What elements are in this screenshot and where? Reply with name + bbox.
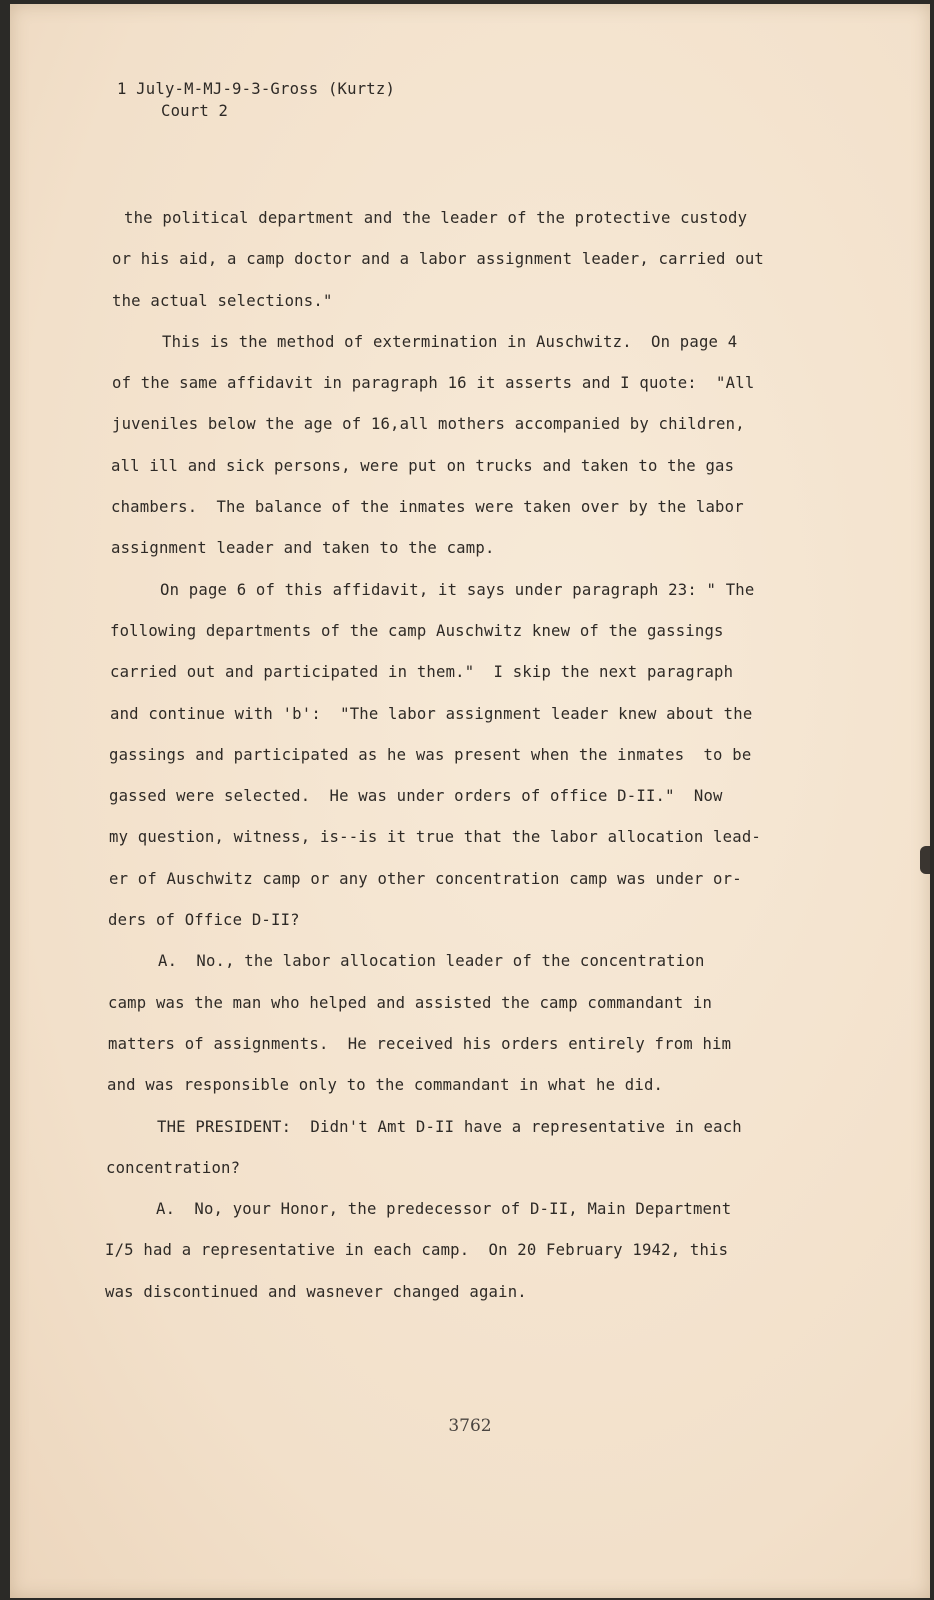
- transcript-line: gassed were selected. He was under orders of office D-II." Now: [109, 787, 723, 806]
- transcript-line: This is the method of extermination in Auschwitz. On page 4: [162, 332, 738, 351]
- transcript-line: all ill and sick persons, were put on trucks and taken to the gas: [111, 456, 735, 475]
- transcript-line: following departments of the camp Auschwitz knew of the gassings: [110, 621, 724, 640]
- transcript-line: THE PRESIDENT: Didn't Amt D-II have a representative in each: [157, 1117, 742, 1136]
- document-header: [117, 78, 395, 122]
- transcript-line: A. No., the labor allocation leader of the concentration: [158, 952, 705, 971]
- transcript-line: A. No, your Honor, the predecessor of D-II, Main Department: [156, 1200, 732, 1219]
- transcript-line: chambers. The balance of the inmates were taken over by the labor: [111, 498, 744, 517]
- transcript-line: of the same affidavit in paragraph 16 it asserts and I quote: "All: [112, 374, 755, 393]
- transcript-line: juveniles below the age of 16,all mothers accompanied by children,: [112, 415, 745, 434]
- header-reference: 1 July-M-MJ-9-3-Gross (Kurtz): [117, 80, 396, 98]
- transcript-line: and continue with 'b': "The labor assignment leader knew about the: [110, 704, 753, 723]
- transcript-line: was discontinued and wasnever changed again.: [105, 1282, 527, 1301]
- transcript-line: assignment leader and taken to the camp.: [111, 539, 495, 558]
- transcript-line: I/5 had a representative in each camp. On 20 February 1942, this: [105, 1241, 729, 1260]
- transcript-line: gassings and participated as he was present when the inmates to be: [109, 745, 752, 764]
- transcript-line: er of Auschwitz camp or any other concentration camp was under or-: [109, 869, 742, 888]
- page-number: 3762: [448, 1416, 492, 1436]
- transcript-line: ders of Office D-II?: [108, 911, 300, 930]
- transcript-line: carried out and participated in them." I skip the next paragraph: [110, 663, 734, 682]
- header-court: Court 2: [161, 102, 229, 120]
- document-page: [10, 4, 930, 1598]
- transcript-line: and was responsible only to the commandant in what he did.: [107, 1076, 664, 1095]
- transcript-line: On page 6 of this affidavit, it says under paragraph 23: " The: [160, 580, 755, 599]
- transcript-line: matters of assignments. He received his orders entirely from him: [108, 1034, 732, 1053]
- transcript-line: my question, witness, is--is it true that the labor allocation lead-: [109, 828, 761, 847]
- paper-edge-mark: [920, 846, 930, 874]
- transcript-body: [98, 198, 818, 1313]
- transcript-line: the political department and the leader of the protective custody: [124, 209, 748, 227]
- transcript-line: camp was the man who helped and assisted the camp commandant in: [108, 993, 713, 1012]
- transcript-line: or his aid, a camp doctor and a labor assignment leader, carried out: [112, 250, 764, 269]
- transcript-line: the actual selections.": [112, 291, 333, 310]
- transcript-line: concentration?: [106, 1158, 241, 1177]
